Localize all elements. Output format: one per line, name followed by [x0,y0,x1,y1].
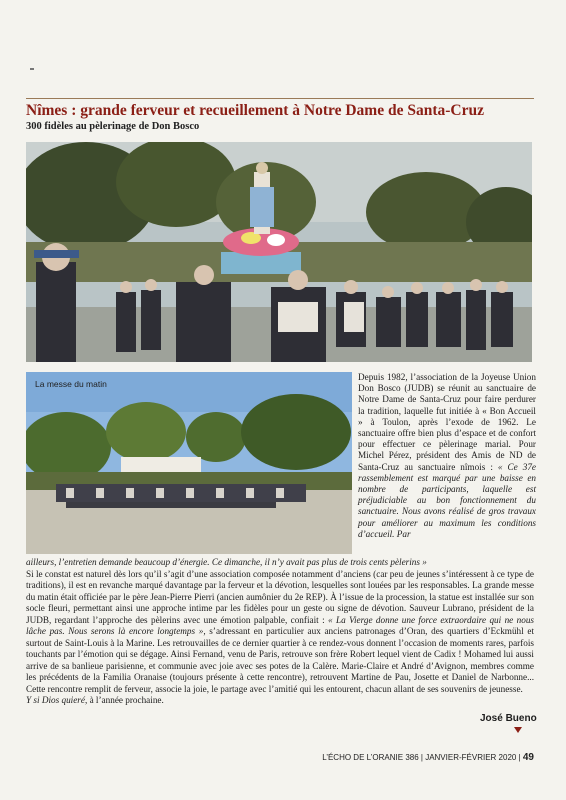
closing-rest: , à l’année prochaine. [84,695,164,705]
article-subtitle: 300 fidèles au pèlerinage de Don Bosco [26,121,200,132]
body-quote: « La Vierge donne une force extraordaire qui ne nous lâche pas. Nous serons là encore longtemps » [26,614,534,636]
end-mark-icon [514,727,522,733]
author-name: José Bueno [480,713,537,724]
photo-caption: La messe du matin [35,379,107,389]
article-title: Nîmes : grande ferveur et recueillement à Notre Dame de Santa-Cruz [26,102,484,119]
title-rule [26,98,534,99]
body-paragraph: Si le constat est naturel dès lors qu’il s’agit d’une association composée notamment d’anciens (car peu de jeunes s’intéressent à ce type de traditions), il est en revanche marqué davantage par la ferveur et la dévotion, lesquelles sont louées par les responsables. La grande messe du matin était officiée par le père Jean-Pierre Pierri (ancien aumônier du 2e REP). À l’issue de la procession, la statue est installée sur son socle fleuri, permettant ainsi une approche intime par les fidèles pour un geste ou signe de dévotion. Sauveur Lubrano, président de la JUDB, regardant l’approche des pèlerins avec une émotion palpable, confiait : [26,568,534,625]
article-body [26,557,534,707]
scan-mark [30,68,34,70]
column-text: Depuis 1982, l’association de la Joyeuse Union Don Bosco (JUDB) se réunit au sanctuaire de Notre Dame de Santa-Cruz pour faire perdurer la tradition, laquelle fut initiée à « Bon Accueil » à Toulon, après l’exode de 1962. Le sanctuaire offre bien plus d’espace et de confort pour effectuer ce pèlerinage marial. Pour Michel Pérez, président des Amis de ND de Santa-Cruz au sanctuaire nîmois : [358,372,536,472]
body-paragraph-end: , s’adressant en particulier aux anciens patronages d’Oran, des quartiers d’Eckmühl et surtout de Saint-Louis à la Marine. Les retrouvailles de ce dernier quartier à ce rendez-vous donnent l’occasion de moments rares, parfois touchants par l’émotion qui se dégage. Ainsi Fernand, venu de Paris, retrouve son frère Robert lequel vient de Cadix ! Mohamed lui aussi arrive de sa banlieue parisienne, et communie avec joie avec ses potes de la Calère. Marie-Claire et André d’Avignon, membres comme les précédents de la Familia Oranaise (toujours présente à cette rencontre), retrouvent Martine de Pau, Josette et Daniel de Narbonne... Cette rencontre remplit de ferveur, associe la joie, le partage avec l’amitié qui les entourent, chacun allant de ses souvenirs de jeunesse. [26,626,534,694]
article-column [358,372,536,540]
column-quote: « Ce 37e rassemblement est marqué par une baisse en nombre de participants, laquelle est préjudiciable au bon fonctionnement du sanctuaire. Nous avons réalisé de gros travaux pour améliorer au maximum les conditions d’accueil. Par [358,461,536,539]
closing-italic: Y si Dios quieré [26,695,85,705]
body-quote-end: ailleurs, l’entretien demande beaucoup d’énergie. Ce dimanche, il n’y avait pas plus de trois cents pèlerins » [26,557,427,567]
magazine-issue: L’ÉCHO DE L’ORANIE 386 | JANVIER-FÉVRIER 2020 | [322,753,521,762]
page-footer [322,752,534,763]
procession-photo [26,142,532,362]
page-number: 49 [522,752,534,763]
mass-photo [26,372,352,554]
